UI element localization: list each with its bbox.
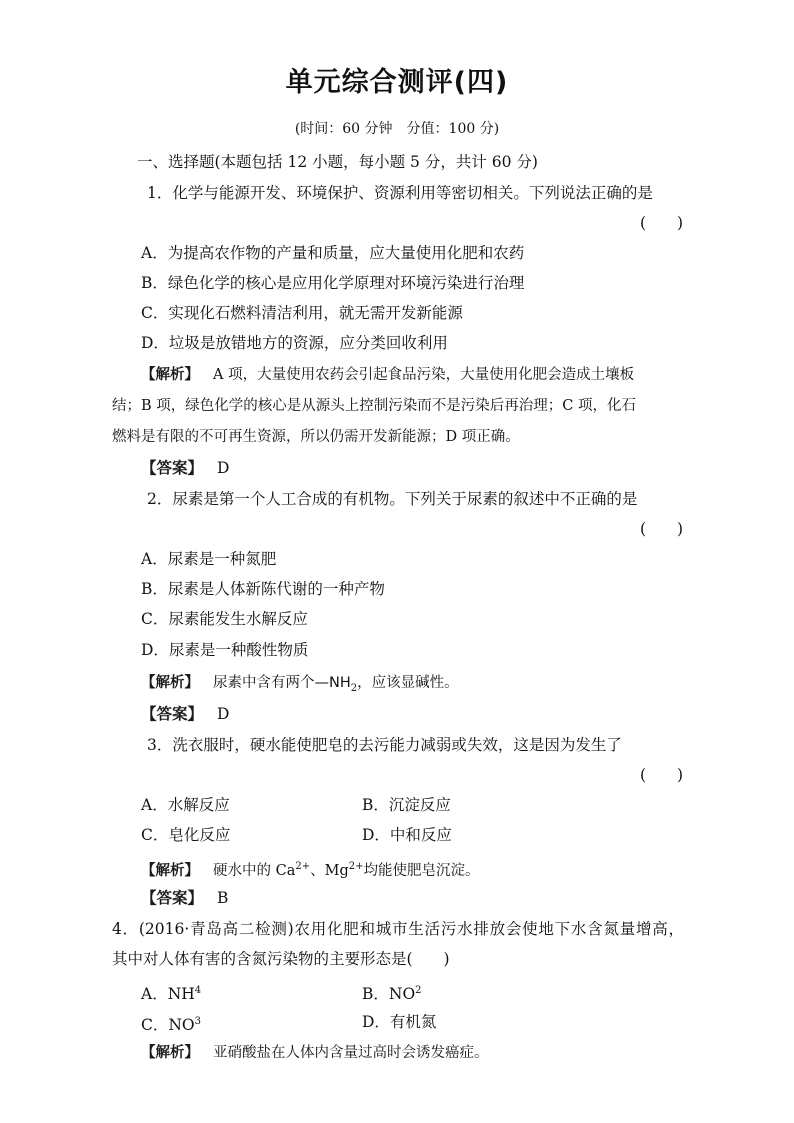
question-1-answer: 【答案】 D xyxy=(141,459,230,477)
section-heading: 一、选择题(本题包括 12 小题，每小题 5 分，共计 60 分) xyxy=(137,153,538,171)
page-title: 单元综合测评(四) xyxy=(285,67,509,98)
question-1-explanation-line-1: 【解析】 A 项，大量使用农药会引起食品污染，大量使用化肥会造成土壤板 xyxy=(141,367,635,383)
exam-meta: (时间：60 分钟 分值：100 分) xyxy=(294,121,500,137)
question-1-option-d: D．垃圾是放错地方的资源，应分类回收利用 xyxy=(141,334,448,352)
question-2-answer: 【答案】 D xyxy=(141,705,230,723)
explanation-label: 【解析】 xyxy=(141,1045,199,1061)
question-1-option-c: C．实现化石燃料清洁利用，就无需开发新能源 xyxy=(141,304,463,322)
question-1-explanation-line-2: 结；B 项，绿色化学的核心是从源头上控制污染而不是污染后再治理；C 项，化石 xyxy=(112,398,636,414)
question-3-option-a: A．水解反应 xyxy=(141,796,230,814)
question-3-option-b: B．沉淀反应 xyxy=(362,796,451,814)
question-4-stem-line-2: 其中对人体有害的含氮污染物的主要形态是( ) xyxy=(112,950,450,968)
question-3-option-d: D．中和反应 xyxy=(362,826,452,844)
answer-label: 【答案】 xyxy=(141,459,204,477)
explanation-label: 【解析】 xyxy=(141,675,199,691)
question-2-answer-blank: ( ) xyxy=(640,520,684,538)
question-1-answer-blank: ( ) xyxy=(640,214,684,232)
explanation-label: 【解析】 xyxy=(141,367,199,383)
answer-label: 【答案】 xyxy=(141,889,204,907)
question-4-option-d: D．有机氮 xyxy=(362,1013,437,1031)
question-4-option-a: A．$NH^4$ xyxy=(141,985,202,1004)
answer-label: 【答案】 xyxy=(141,705,204,723)
question-1-option-a: A．为提高农作物的产量和质量，应大量使用化肥和农药 xyxy=(141,244,525,262)
question-3-answer: 【答案】 B xyxy=(141,889,229,907)
question-3-stem: 3．洗衣服时，硬水能使肥皂的去污能力减弱或失效，这是因为发生了 xyxy=(147,736,622,754)
question-2-option-c: C．尿素能发生水解反应 xyxy=(141,610,308,628)
question-3-explanation: 【解析】 硬水中的 $Ca^{2+}$、$Mg^{2+}$均能使肥皂沉淀。 xyxy=(141,861,480,879)
question-3-answer-blank: ( ) xyxy=(640,766,684,784)
question-2-stem: 2．尿素是第一个人工合成的有机物。下列关于尿素的叙述中不正确的是 xyxy=(147,490,638,508)
explanation-label: 【解析】 xyxy=(141,862,199,879)
question-4-explanation: 【解析】 亚硝酸盐在人体内含量过高时会诱发癌症。 xyxy=(141,1045,489,1061)
question-1-option-b: B．绿色化学的核心是应用化学原理对环境污染进行治理 xyxy=(141,274,525,292)
question-2-explanation: 【解析】 尿素中含有两个$—NH_2$，应该显碱性。 xyxy=(141,675,459,694)
question-4-option-b: B．$NO^2$ xyxy=(362,985,422,1004)
question-4-stem-line-1: 4．(2016·青岛高二检测)农用化肥和城市生活污水排放会使地下水含氮量增高， xyxy=(112,920,684,938)
question-4-option-c: C．$NO^3$ xyxy=(141,1016,202,1035)
question-3-option-c: C．皂化反应 xyxy=(141,826,231,844)
question-2-option-b: B．尿素是人体新陈代谢的一种产物 xyxy=(141,580,385,598)
question-2-option-d: D．尿素是一种酸性物质 xyxy=(141,641,309,659)
question-2-option-a: A．尿素是一种氮肥 xyxy=(141,550,277,568)
question-1-explanation-line-3: 燃料是有限的不可再生资源，所以仍需开发新能源；D 项正确。 xyxy=(112,429,520,445)
question-1-stem: 1．化学与能源开发、环境保护、资源利用等密切相关。下列说法正确的是 xyxy=(147,184,653,202)
